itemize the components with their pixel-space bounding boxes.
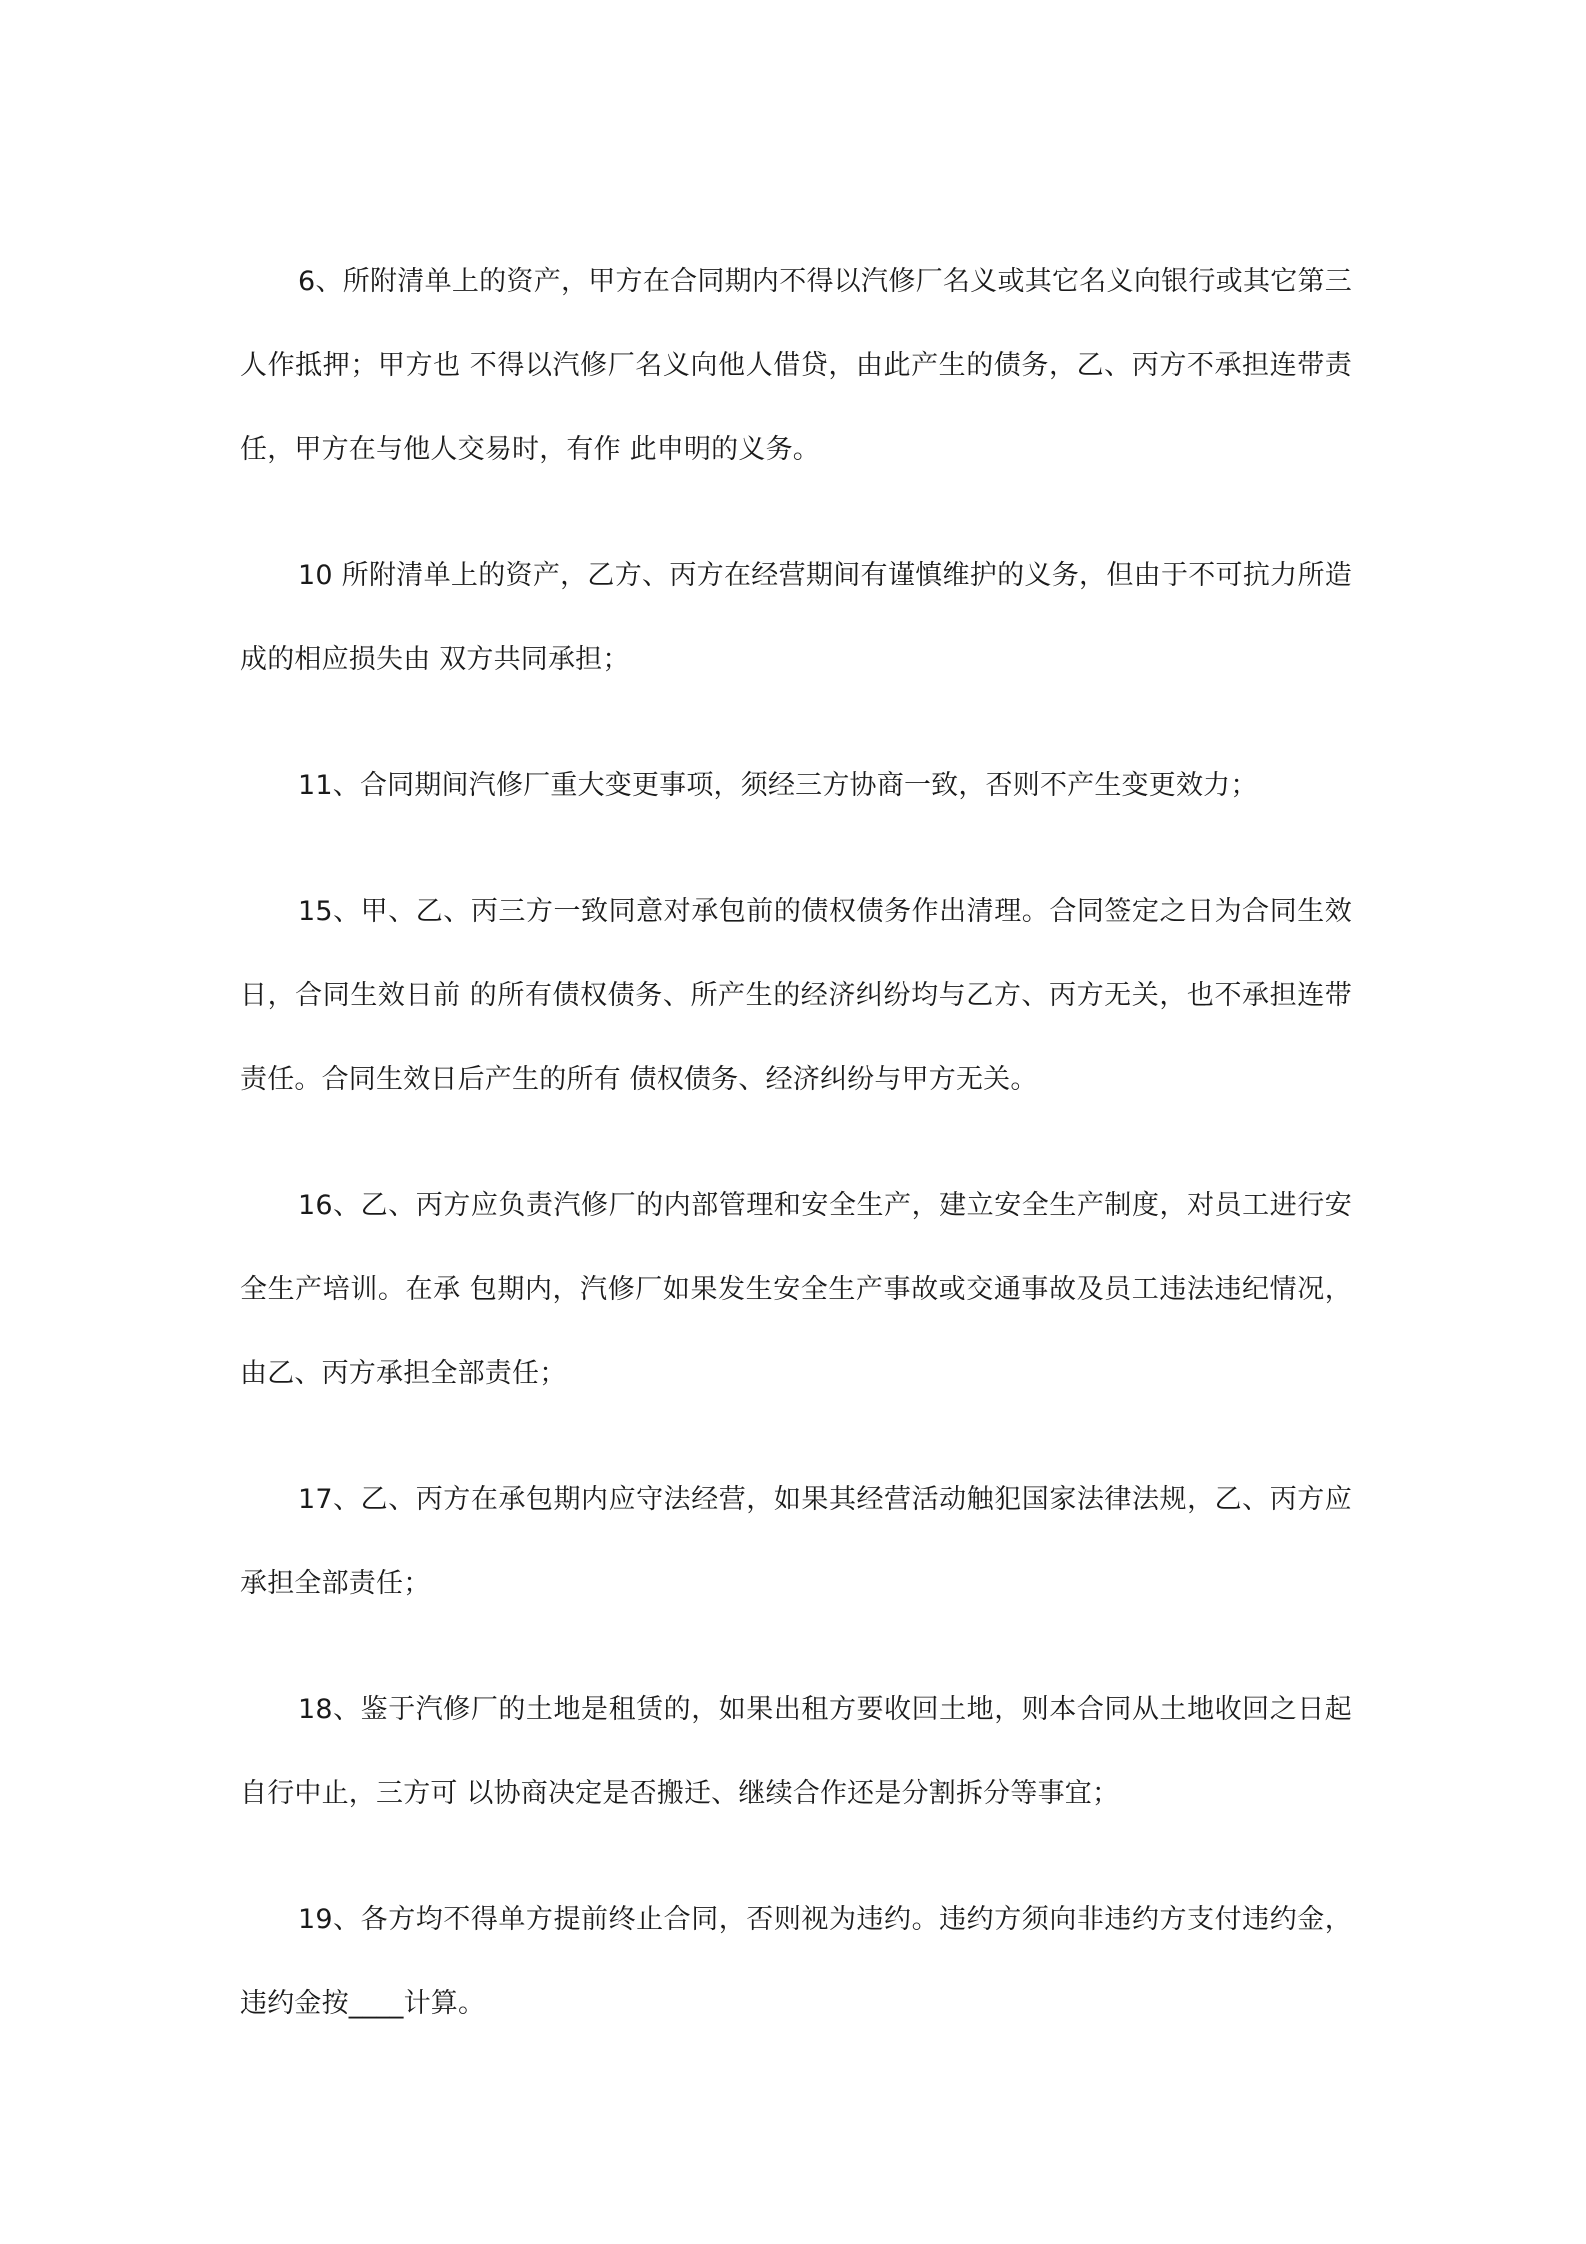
clause-15: 15、甲、乙、丙三方一致同意对承包前的债权债务作出清理。合同签定之日为合同生效日，合同生效日前 的所有债权债务、所产生的经济纠纷均与乙方、丙方无关，也不承担连带责任。合同生效日后产生的所有 债权债务、经济纠纷与甲方无关。 xyxy=(240,896,1352,1095)
clause-10: 10 所附清单上的资产，乙方、丙方在经营期间有谨慎维护的义务，但由于不可抗力所造成的相应损失由 双方共同承担； xyxy=(240,560,1352,675)
document-page xyxy=(240,240,1352,2088)
clause-17: 17、乙、丙方在承包期内应守法经营，如果其经营活动触犯国家法律法规，乙、丙方应承担全部责任； xyxy=(240,1484,1352,1599)
clause-19: 19、各方均不得单方提前终止合同，否则视为违约。违约方须向非违约方支付违约金，违约金按____计算。 xyxy=(240,1904,1352,2019)
clause-16: 16、乙、丙方应负责汽修厂的内部管理和安全生产，建立安全生产制度，对员工进行安全生产培训。在承 包期内，汽修厂如果发生安全生产事故或交通事故及员工违法违纪情况，由乙、丙方承担全部责任； xyxy=(240,1190,1352,1389)
clause-6: 6、所附清单上的资产，甲方在合同期内不得以汽修厂名义或其它名义向银行或其它第三人作抵押；甲方也 不得以汽修厂名义向他人借贷，由此产生的债务，乙、丙方不承担连带责任，甲方在与他人交易时，有作 此申明的义务。 xyxy=(240,266,1352,465)
clause-18: 18、鉴于汽修厂的土地是租赁的，如果出租方要收回土地，则本合同从土地收回之日起自行中止，三方可 以协商决定是否搬迁、继续合作还是分割拆分等事宜； xyxy=(240,1694,1352,1809)
clause-11: 11、合同期间汽修厂重大变更事项，须经三方协商一致，否则不产生变更效力； xyxy=(298,770,1258,801)
